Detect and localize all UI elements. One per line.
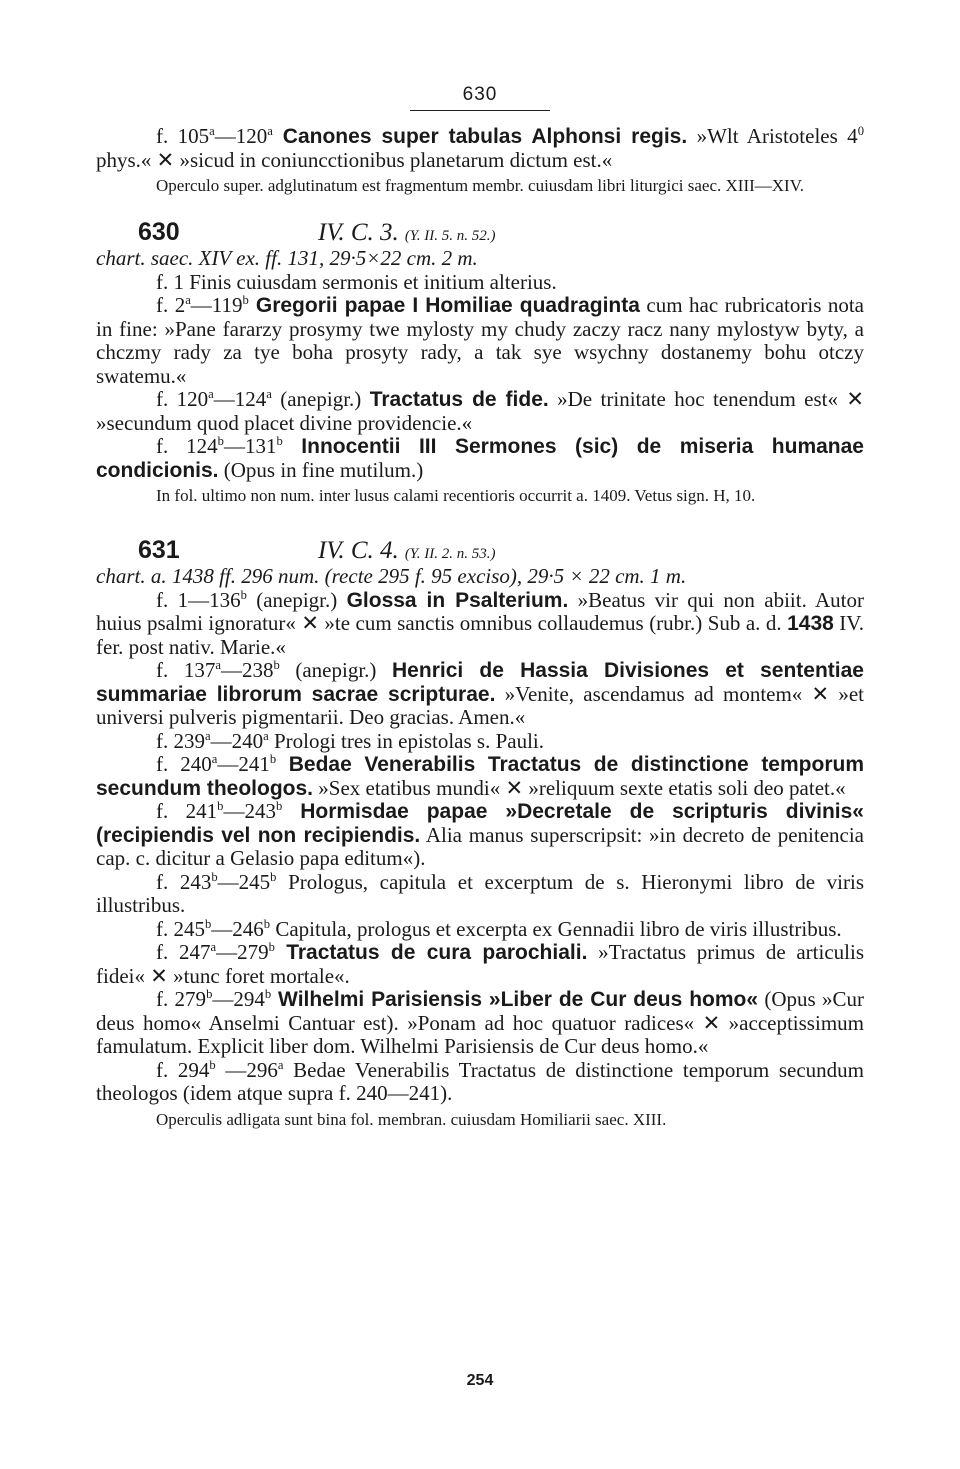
entry-631-heading [96, 536, 864, 565]
work-title: Bedae Venerabilis Tractatus de distinctione temporum secundum theologos. [96, 753, 864, 800]
text-run: (Opus in fine mutilum.) [218, 457, 424, 482]
folio-superscript: b [206, 987, 213, 1001]
entry-630-items [96, 271, 864, 483]
folio-superscript: b [270, 869, 277, 884]
entry-631-note: Operculis adligata sunt bina fol. membran. cuiusdam Homiliarii saec. XIII. [156, 1109, 667, 1129]
folio-superscript: a [277, 1057, 284, 1072]
text-run: f. 2 [156, 293, 186, 317]
entry-629-note: Operculo super. adglutinatum est fragmentum membr. cuiusdam libri liturgici saec. XIII—XIV. [156, 176, 805, 195]
folio-superscript: b [276, 434, 283, 448]
text-run: »De trinitate hoc tenendum est« ✕ »secundum quod placet divine providencie.« [96, 387, 865, 435]
physical-description: chart. a. 1438 ff. 296 num. (recte 295 f. 95 exciso), 29·5 × 22 cm. 1 m. [96, 564, 687, 588]
entry-630 [96, 218, 864, 506]
folio-superscript: a [210, 940, 217, 954]
shelfmark: IV. C. 4. [318, 537, 399, 564]
manuscript-item [96, 1059, 864, 1106]
physical-description: chart. saec. XIV ex. ff. 131, 29·5×22 cm. 2 m. [96, 246, 478, 270]
folio-superscript: b [211, 869, 218, 884]
entry-630-note: In fol. ultimo non num. inter lusus calami recentioris occurrit a. 1409. Vetus sign. H, 10. [156, 486, 756, 505]
text-run: f. 245 [156, 916, 205, 941]
text-run: Prologi tres in epistolas s. Pauli. [268, 728, 545, 753]
text-run: f. 239 [156, 728, 205, 753]
work-title: Wilhelmi Parisiensis »Liber de Cur deus homo« [271, 988, 759, 1011]
text-run: f. 243 [156, 869, 212, 894]
text-run: f. 240 [156, 752, 212, 776]
text-run: Prologus, capitula et excerptum de s. Hieronymi libro de viris illustribus. [96, 869, 864, 917]
work-title: Canones super tabulas Alphonsi regis. [272, 125, 688, 148]
folio-superscript: a [205, 728, 211, 743]
text-run: »Wlt Aristoteles 4 [687, 124, 858, 148]
work-title: Tractatus de cura parochiali. [274, 941, 588, 964]
text-run: (anepigr.) [279, 658, 393, 682]
folio-superscript: a [215, 658, 221, 672]
manuscript-item [96, 871, 864, 918]
text-run: —119 [190, 293, 243, 317]
work-title: Henrici de Hassia Divisiones et sententiae summariae librorum sacrae scripturae. [96, 659, 864, 706]
text-run: f. 294 [156, 1057, 210, 1082]
work-title: Tractatus de fide. [369, 388, 549, 411]
folio-superscript: b [273, 658, 280, 672]
entry-631-items [96, 589, 864, 1106]
text-run: »Tractatus primus de articulis fidei« ✕ »tunc foret mortale«. [96, 940, 865, 988]
text-run: —245 [217, 869, 271, 894]
work-title: Hormisdae papae »Decretale de scripturis divinis« (recipiendis vel non recipiendis. [96, 800, 864, 847]
text-run: f. 124 [156, 434, 218, 458]
text-run: f. 1 Finis cuiusdam sermonis et initium alterius. [156, 269, 557, 294]
folio-superscript: b [269, 752, 277, 766]
manuscript-item [96, 659, 864, 730]
text-run: f. 279 [156, 987, 207, 1011]
text-run: cum hac rubricatoris nota in fine: »Pane fararzy prosymy twe mylosty my chudy zaczy racz nany mylostyw byty, a chczmy rady za tye boha prosyty rady, a tak sye wsychny dostanemy bohu otczy swatemu.« [96, 293, 864, 388]
text-run: f. 247 [156, 940, 211, 964]
page [96, 84, 864, 1130]
folio-superscript: b [217, 799, 224, 813]
text-run: Alia manus superscripsit: »in decreto de penitencia cap. c. dicitur a Gelasio papa editum«). [96, 822, 864, 870]
text-run: Capitula, prologus et excerpta ex Gennadii libro de viris illustribus. [270, 916, 842, 941]
text-run: —279 [216, 940, 269, 964]
folio-superscript: b [217, 434, 224, 448]
text-run: —241 [217, 752, 270, 776]
text-run: (anepigr.) [271, 387, 370, 411]
entry-number: 630 [138, 218, 180, 246]
folio-superscript: b [209, 1057, 216, 1072]
text-run: —238 [220, 658, 274, 682]
text-run: »Beatus vir qui non abiit. Autor huius psalmi ignoratur« ✕ »te cum sanctis omnibus collaudemus (rubr.) Sub a. d. [96, 587, 864, 635]
folio-superscript: a [267, 124, 273, 138]
folio-superscript: 0 [857, 124, 864, 138]
text-run: »Sex etatibus mundi« ✕ »reliquum sexte etatis soli deo patet.« [313, 775, 846, 800]
manuscript-item [96, 753, 864, 800]
folio-superscript: b [268, 940, 275, 954]
folio-superscript: a [266, 387, 272, 401]
folio-superscript: a [208, 387, 214, 401]
text-run: —296 [215, 1057, 278, 1082]
folio-superscript: a [211, 752, 218, 766]
text-run: f. 1—136 [156, 587, 241, 612]
manuscript-item [96, 388, 864, 435]
manuscript-item [96, 271, 864, 295]
manuscript-item [96, 435, 864, 482]
folio-superscript: b [240, 587, 247, 602]
manuscript-item [96, 294, 864, 388]
work-title: 1438 [787, 612, 834, 635]
text-run: f. 105 [156, 124, 210, 148]
text-run: —246 [211, 916, 264, 941]
folio-superscript: b [263, 916, 271, 931]
entry-630-heading [96, 218, 864, 247]
text-run: phys.« ✕ »sicud in coniuncctionibus planetarum dictum est.« [96, 147, 613, 172]
work-title: Glossa in Psalterium. [346, 588, 569, 612]
work-title: Innocentii III Sermones (sic) de miseria humanae condicionis. [96, 435, 864, 482]
text-run: f. 137 [156, 658, 216, 682]
text-run: »Venite, ascendamus ad montem« ✕ »et universi pulveris pigmentarii. Deo gracias. Amen.« [96, 681, 864, 729]
entry-629-item [96, 125, 864, 172]
shelf-reference: (Y. II. 5. n. 52.) [404, 228, 496, 244]
text-run: f. 120 [156, 387, 209, 411]
text-run: —294 [212, 987, 265, 1011]
folio-superscript: a [185, 293, 191, 307]
text-run: —120 [214, 124, 268, 148]
manuscript-item [96, 988, 864, 1059]
shelf-reference: (Y. II. 2. n. 53.) [404, 546, 496, 562]
manuscript-item [96, 918, 864, 942]
text-run: (Opus »Cur deus homo« Anselmi Cantuar est). »Ponam ad hoc quatuor radices« ✕ »acceptissimum famulatum. Explicit liber dom. Wilhelmi Parisiensis de Cur deus homo.« [96, 987, 864, 1058]
entry-number: 631 [138, 536, 180, 564]
entry-631 [96, 536, 864, 1130]
text-run: —124 [213, 387, 267, 411]
text-run: (anepigr.) [246, 587, 347, 612]
folio-superscript: b [205, 916, 212, 931]
text-run: Bedae Venerabilis Tractatus de distinctione temporum secundum theologos (idem atque supra f. 240—241). [96, 1057, 865, 1105]
manuscript-item [96, 941, 864, 988]
manuscript-item [96, 730, 864, 754]
folio-superscript: b [275, 799, 283, 813]
running-head: 630 [410, 84, 550, 111]
folio-superscript: a [209, 124, 215, 138]
page-number: 254 [466, 1372, 494, 1389]
text-run: —240 [210, 728, 264, 753]
work-title: Gregorii papae I Homiliae quadraginta [248, 294, 640, 317]
manuscript-item [96, 589, 864, 660]
text-run: f. 241 [156, 799, 218, 823]
shelfmark: IV. C. 3. [318, 219, 399, 246]
manuscript-item [96, 800, 864, 871]
folio-superscript: b [242, 293, 249, 307]
text-run: —131 [223, 434, 277, 458]
text-run: —243 [223, 799, 276, 823]
folio-superscript: a [263, 728, 269, 743]
text-run: IV. fer. post nativ. Marie.« [96, 611, 864, 659]
folio-superscript: b [264, 987, 272, 1001]
